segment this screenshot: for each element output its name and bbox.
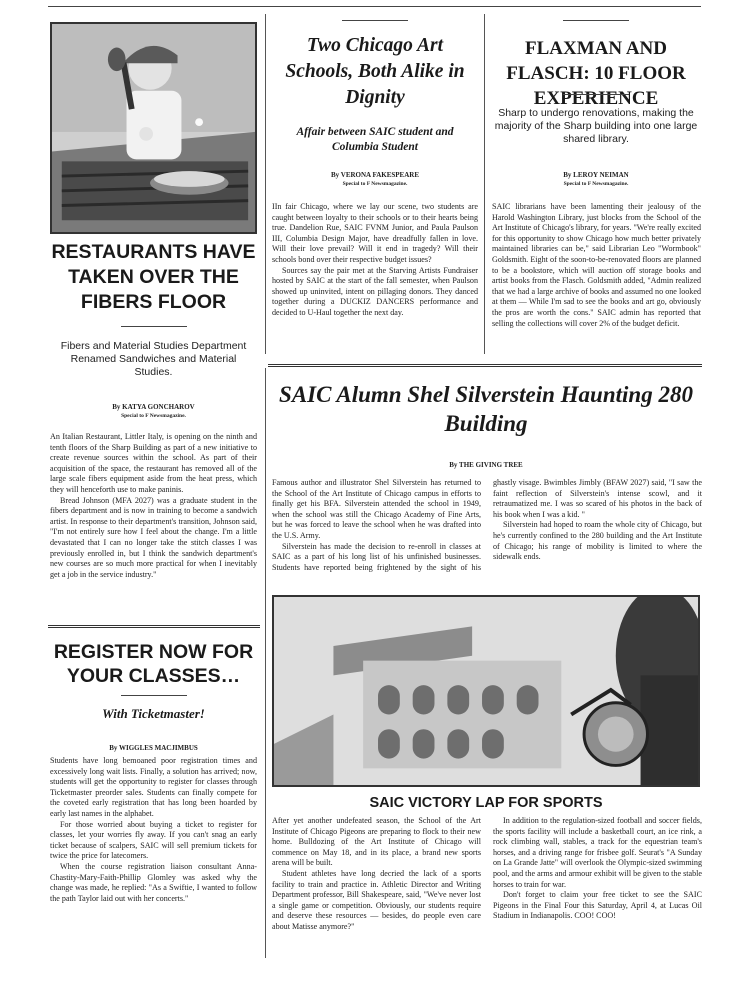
chicago-byline — [272, 171, 478, 189]
paragraph: In addition to the regulation-sized football and soccer fields, the sports facility will include a basketball court, an ice rink, a rock climbing wall, stables, a track for the equestrian team's horses, and a driving range for frisbee golf. Seurat's "A Sunday on La Grande Jatte" will overlook the Olympic-sized swimming pool, and the arms and armour exhibit will be given to the stable horses to train for war. — [493, 816, 702, 889]
restaurant-body — [50, 432, 257, 580]
sports-headline: SAIC VICTORY LAP FOR SPORTS — [369, 795, 603, 811]
paragraph: An Italian Restaurant, Littler Italy, is opening on the ninth and tenth floors of the Sharp Building as part of a new initiative to create revenue sources within the school. As part of their acquisition of the space, the restaurant has removed all of the large scale fibers equipment aside from the heat press, which they will henceforth use to make paninis. — [50, 432, 257, 494]
chicago-byline-text: By VERONA FAKESPEARE — [330, 171, 420, 179]
flaxman-deck: Sharp to undergo renovations, making the majority of the Sharp building into one large shared library. — [494, 107, 698, 145]
paragraph: SAIC librarians have been lamenting their jealousy of the Harold Washington Library, just blocks from the School of the Art Institute of Chicago's library, for years. "We're really excited for this opportunity to show Chicago how much better privately maintained libraries can be," said Librarian Leo "Wormbook" Goldsmith. Eight of the soon-to-be-renovated floors are planned to be a bookstore, which will auction off storage books and artist books from the Flasch. Goldsmith added, "Admin realized that we had a large archive of books and assumed no one looked at them — While I'm sad to see the books and art go, obviously the pros are worth the cons." SAIC admin has reported that selling the collections will cover 2% of the budget deficit. — [492, 202, 701, 328]
flaxman-byline — [490, 171, 702, 189]
flaxman-top-rule — [563, 20, 629, 21]
register-headline: REGISTER NOW FOR YOUR CLASSES… — [53, 641, 254, 687]
register-byline: By WIGGLES MACJIMBUS — [109, 744, 198, 752]
silverstein-body — [272, 478, 702, 590]
stadium-illustration — [272, 595, 700, 787]
register-deck: With Ticketmaster! — [102, 706, 205, 721]
chef-illustration — [50, 22, 257, 234]
column-rule-2 — [484, 14, 485, 354]
flaxman-byline-text: By LEROY NEIMAN — [563, 171, 629, 179]
register-top-rule — [48, 625, 260, 628]
paragraph: Sources say the pair met at the Starving Artists Fundraiser hosted by SAIC at the start of the fall semester, when Paulson showed up uninvited, intent on pillaging donors. They danced together during a DUCKIZ DANCERS performance and decided to U-Haul together the next day. — [272, 265, 478, 317]
paragraph: When the course registration liaison consultant Anna-Chastity-Mary-Faith-Phillip Glomley was asked why the change was made, he replied: "As a Swiftie, I wanted to follow the path Taylor laid out with her concerts." — [50, 861, 257, 903]
chicago-special: Special to F Newsmagazine. — [342, 181, 408, 187]
flaxman-body — [492, 202, 701, 329]
flaxman-rule — [563, 94, 629, 95]
restaurant-byline-text: By KATYA GONCHAROV — [112, 403, 195, 411]
register-rule — [121, 695, 187, 696]
silverstein-headline: SAIC Alumn Shel Silverstein Haunting 280 Building — [279, 382, 693, 436]
restaurant-rule — [121, 326, 187, 327]
top-rule — [48, 6, 701, 7]
restaurant-headline: RESTAURANTS HAVE TAKEN OVER THE FIBERS FLOOR — [51, 241, 256, 313]
restaurant-special: Special to F Newsmagazine. — [121, 413, 186, 419]
paragraph: Bread Johnson (MFA 2027) was a graduate student in the fibers department and is now in training to become a sandwich artist. In response to their department's transition, Johnson said, "I'm not entirely sure how I feel about the change. I'm a little devastated that I can no longer take the stitch classes I was previously enrolled in, but I think the sandwich department's new courses are so much more practical for when I inevitably get a job in the service industry." — [50, 495, 257, 579]
chicago-body — [272, 202, 478, 319]
flaxman-headline: FLAXMAN AND FLASCH: 10 FLOOR EXPERIENCE — [506, 38, 686, 109]
chicago-top-rule — [342, 20, 408, 21]
silverstein-byline: By THE GIVING TREE — [449, 461, 523, 469]
register-body — [50, 756, 257, 904]
chicago-deck: Affair between SAIC student and Columbia Student — [296, 126, 454, 153]
paragraph: IIn fair Chicago, where we lay our scene, two students are caught between loyalty to their schools or to their hearts being true. Dandelion Rue, SAIC FVNM Junior, and Paula Paulson III, Columbia Design Major, have dreadfully fallen in love. Will their love prevail? Will it end in tragedy? Will their schools bond over their respective budget issues? — [272, 202, 478, 264]
column-rule-1 — [265, 14, 266, 354]
column-rule-3 — [265, 368, 266, 958]
paragraph: Famous author and illustrator Shel Silverstein has returned to the School of the Art Institute of Chicago campus in efforts to finally get his BFA. Silverstein attended the school in 1949, when the school was still the Chicago Academy of Fine Arts, but he was forced to leave the school when he was drafted into the U.S. Army. — [272, 478, 481, 540]
paragraph: Don't forget to claim your free ticket to see the SAIC Pigeons in the Final Four this Saturday, April 4, at Lucas Oil Stadium in Indianapolis. COO! COO! — [493, 890, 702, 921]
sports-body — [272, 816, 702, 946]
paragraph: Silverstein has made the decision to re-enroll in classes at SAIC as a part of his long list of his unfinished businesses. Students have reported being frightened by the sight of his ghastly visage. Bwimbles Jimbly (BFAW 2027) said, "I saw the faint reflection of Silverstein's intense scowl, and it retraumatized me. I was so scared of his photos in the back of his book when I was a kid. " — [272, 478, 702, 572]
restaurant-deck: Fibers and Material Studies Department Renamed Sandwiches and Material Studies. — [60, 340, 247, 378]
paragraph: For those worried about buying a ticket to register for classes, let your worries fly away. If you can't snag an early ticket because of scalpers, SAIC will sell premium tickets for twice the price for latecomers. — [50, 819, 257, 861]
paragraph: Students have long bemoaned poor registration times and excessively long wait lists. Finally, a solution has arrived; now, students will get the opportunity to register for classes through Ticketmaster preorder sales. Students can finally compete for the coveted early registration that has long been hoarded by early last names in the alphabet. — [50, 756, 257, 818]
flaxman-special: Special to F Newsmagazine. — [563, 181, 629, 187]
chicago-headline: Two Chicago Art Schools, Both Alike in Dignity — [285, 35, 465, 108]
paragraph: After yet another undefeated season, the School of the Art Institute of Chicago Pigeons are preparing to flock to their new home. Bulldozing of the Art Institute of Chicago will commence on May 18, and in its place, a brand new sports arena will be built. — [272, 816, 481, 868]
paragraph: Student athletes have long decried the lack of a sports facility to train and practice in. Athletic Director and Writing Department professor, Bill Shakespeare, said, "We've never lost a single game or competition. Obviously, our students require and deserve these resources — besides, do people even care about Matisse anymore?" — [272, 868, 481, 931]
restaurant-byline — [50, 403, 257, 421]
paragraph: Silverstein had hoped to roam the whole city of Chicago, but he's currently confined to the 280 building and the Art Institute of Chicago; his range of mobility is limited to where the sidewalk ends. — [493, 520, 702, 562]
silverstein-top-rule — [268, 364, 702, 367]
